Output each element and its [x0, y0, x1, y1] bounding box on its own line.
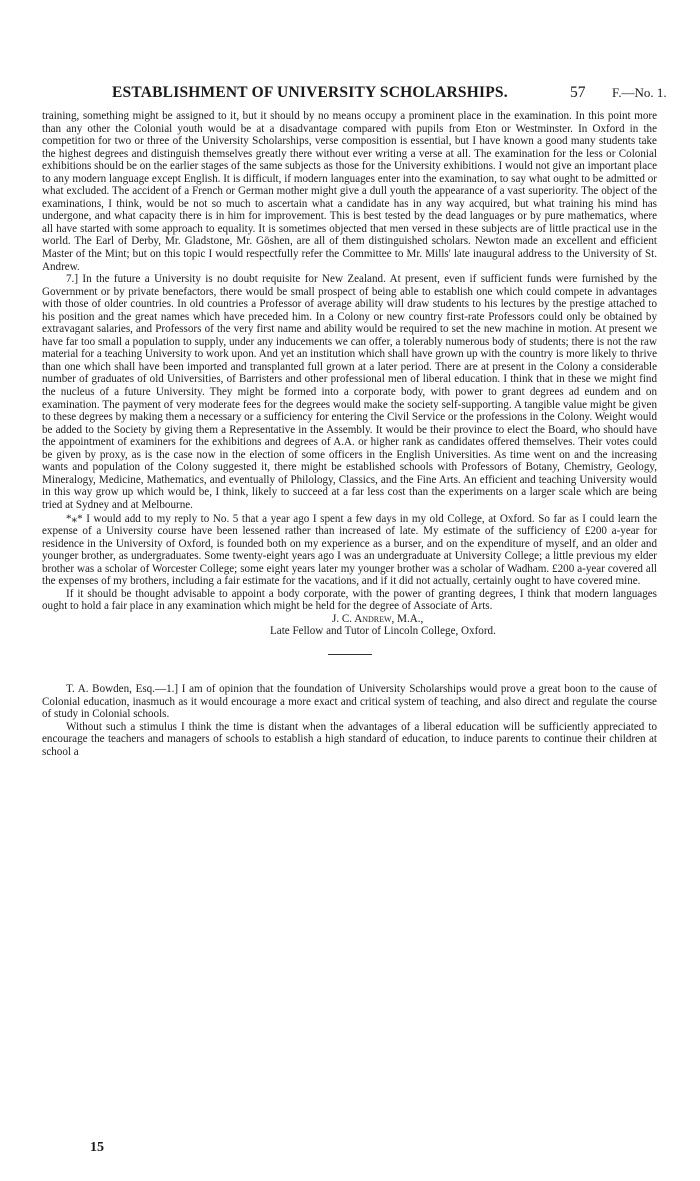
running-title: ESTABLISHMENT OF UNIVERSITY SCHOLARSHIPS.: [112, 84, 508, 101]
printer-signature-mark: 15: [90, 1140, 104, 1155]
section-divider: [328, 654, 372, 655]
signature-block: [42, 613, 657, 638]
page-number: 57: [570, 84, 586, 101]
paragraph-training: training, something might be assigned to it, but it should by no means occupy a prominent place in the examination. In this point more than any other the Colonial youth would be at a disadvantage compared with pupils from Eton or Westminster. In Oxford in the competition for two or three of the University Scholarships, verse composition is essential, but I have known a good many students take the highest degrees and distinguish themselves greatly there without ever writing a verse at all. The examination for the less or Colonial exhibitions should be on the earlier stages of the same subjects as those for the University exhibitions. I would not give an important place to any modern language except English. It is difficult, if modern languages enter into the examination, to say what ought to be admitted or what excluded. The accident of a French or German mother might give a dull youth the appearance of a vast superiority. The object of the examinations, I think, would be not so much to ascertain what a candidate has in any way acquired, but what training his mind has undergone, and what capacity there is in him for improvement. This is best tested by the dead languages or by pure mathematics, where all have started with some approach to equality. It is sometimes objected that men versed in these subjects are of little practical use in the world. The Earl of Derby, Mr. Gladstone, Mr. Göshen, are all of them distinguished scholars. Newton made an excellent and efficient Master of the Mint; but on this topic I would respectfully refer the Committee to Mr. Mills' late inaugural address to the University of St. Andrew.: [42, 110, 657, 273]
paragraph-university-future: 7.] In the future a University is no doubt requisite for New Zealand. At present, even if sufficient funds were furnished by the Government or by private benefactors, there would be small prospect of being able to establish one which could compete in advantages with those of older countries. In old countries a Professor of average ability will draw students to his lectures by the prestige attached to his position and the great names which have preceded him. In a Colony or new country first-rate Professors could only be obtained by extravagant salaries, and Professors of the very first name and ability would be required to set the new machine in motion. At present we have far too small a population to supply, under any inducements we can offer, a tolerably numerous body of students; there is not the raw material for a teaching University to work upon. And yet an institution which shall have grown up with the country is more likely to thrive than one which shall have been imported and transplanted full grown at a later period. There are at present in the Colony a considerable number of graduates of old Universities, of Barristers and other professional men of liberal education. I think that in these we might find the nucleus of a future University. They might be formed into a corporate body, with power to grant degrees ad eundem and on examination. The payment of very moderate fees for the degrees would make the society self-supporting. A tangible value might be given to these degrees by making them a necessary or a sufficiency for entering the Civil Service or the professions in the Colony. Weight would be added to the Society by giving them a Representative in the Assembly. It would be their province to elect the Board, who should have the appointment of examiners for the exhibitions and degrees of A.A. or higher rank as candidates offered themselves. Their votes could be given by proxy, as is the case now in the election of some officers in the English Universities. As time went on and the increasing wants and population of the Colony suggested it, there might be established schools with Professors of Botany, Chemistry, Geology, Mineralogy, Medicine, Mathematics, and eventually of Philology, Classics, and the Fine Arts. An efficient and teaching University would in this way grow up which would be, I think, likely to succeed at a far less cost than the experiments on a larger scale which are being tried at Sydney and at Melbourne.: [42, 273, 657, 511]
paragraph-bowden-reply: T. A. Bowden, Esq.—1.] I am of opinion that the foundation of University Scholarships would prove a great boon to the cause of Colonial education, inasmuch as it would encourage a more exact and critical system of teaching, and also direct and regulate the course of study in Colonial schools.: [42, 682, 657, 721]
paper-reference: F.—No. 1.: [612, 85, 667, 100]
page-header: [42, 84, 692, 104]
signatory-name: J. C. Andrew, M.A.,: [332, 612, 424, 625]
signatory-role: Late Fellow and Tutor of Lincoln College, Oxford.: [270, 625, 496, 638]
paragraph-stimulus: Without such a stimulus I think the time is distant when the advantages of a liberal education will be sufficiently appreciated to encourage the teachers and managers of schools to establish a high standard of education, to induce parents to continue their children at school a: [42, 720, 657, 758]
main-text: [42, 110, 657, 758]
paragraph-body-corporate: If it should be thought advisable to appoint a body corporate, with the power of granting degrees, I think that modern languages ought to hold a fair place in any examination which might be held for the degree of Associate of Arts.: [42, 587, 657, 613]
paragraph-postscript: *⁎* I would add to my reply to No. 5 that a year ago I spent a few days in my old College, at Oxford. So far as I could learn the expense of a University course have been lessened rather than increased of late. My estimate of the sufficiency of £200 a-year for residence in the University of Oxford, is founded both on my experience as a burser, and on the expenditure of myself, and an older and younger brother, as undergraduates. Some twenty-eight years ago I was an undergraduate at University College; a little previous my elder brother was a scholar of Worcester College; some eight years later my younger brother was a scholar of Wadham. £200 a-year covered all the expenses of my brothers, including a fair estimate for the vacations, and if it did not actually, certainly ought to have covered mine.: [42, 512, 657, 588]
